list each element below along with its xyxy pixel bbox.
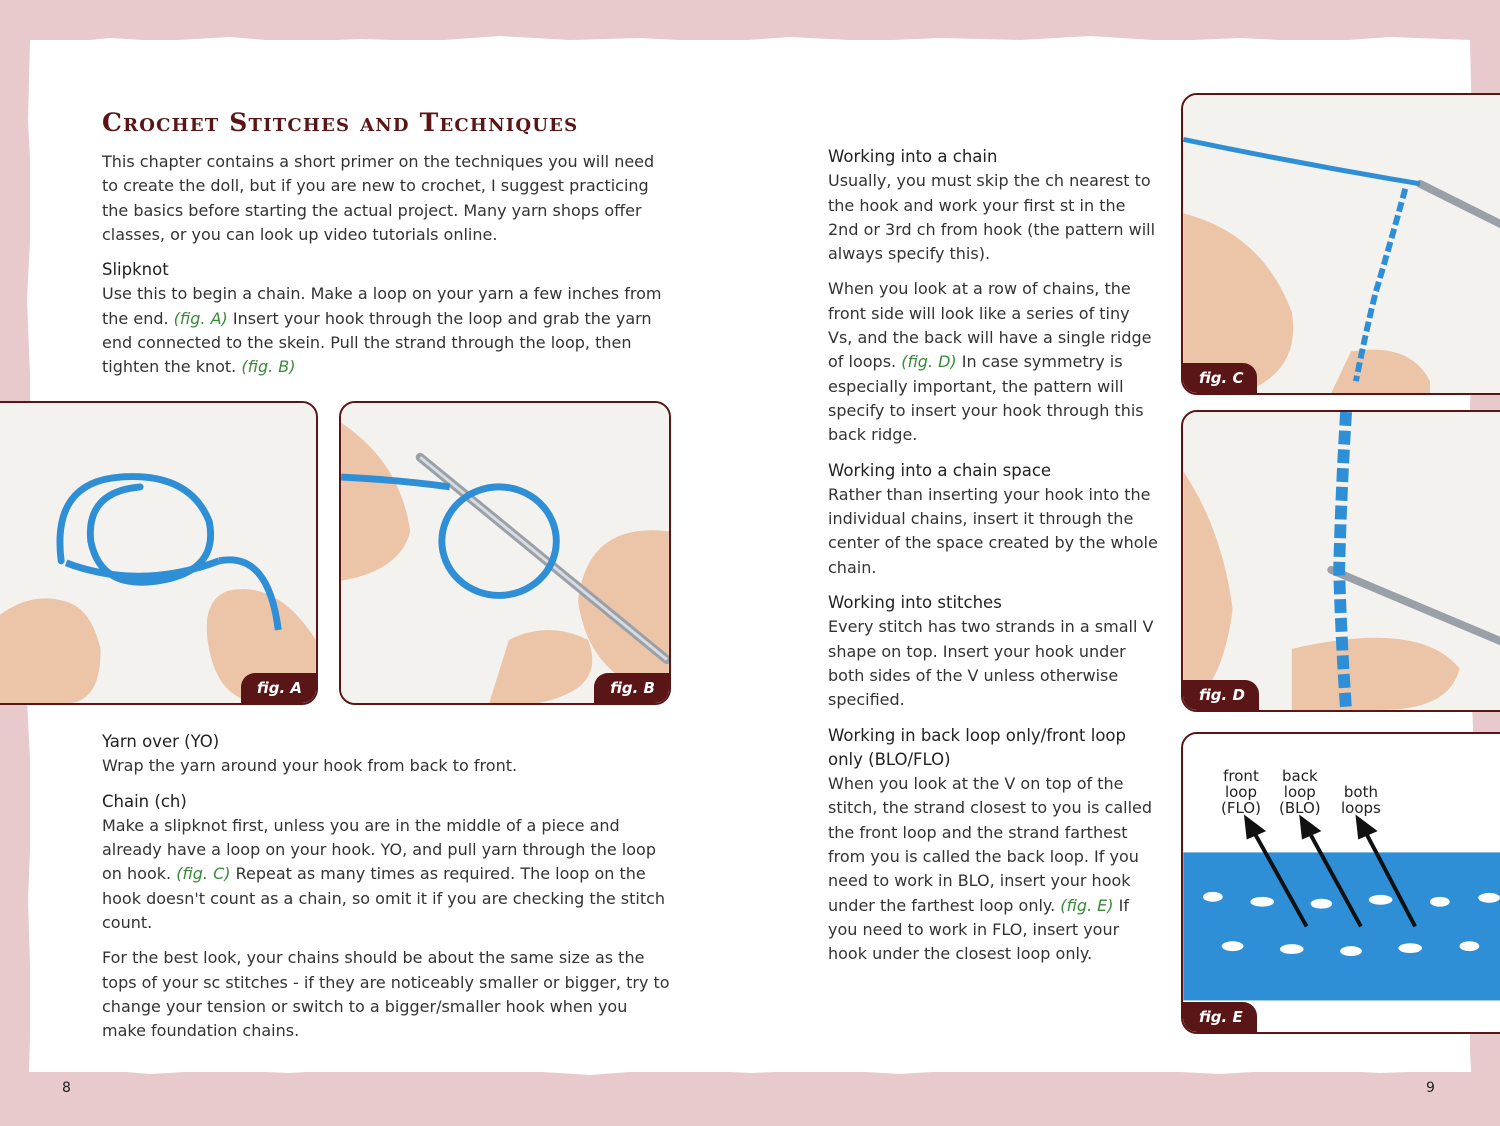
page-number-left: 8 (62, 1080, 71, 1096)
row-chains-text-1: When you look at a row of chains, the front side will look like a series of tiny Vs, and the back will have a single ridge of loops. (828, 279, 1152, 372)
slipknot-section (102, 258, 672, 379)
front-loop-label-line-2: loop (1224, 783, 1257, 801)
blo-flo-section (828, 724, 1158, 967)
best-look-paragraph: For the best look, your chains should be about the same size as the tops of your sc stitches - if they are noticeably smaller or bigger, try to change your tension or switch to a bigger/smaller hook when you make foundation chains. (102, 948, 670, 1041)
back-loop-label-line-2: loop (1283, 783, 1316, 801)
chain-text-2: Repeat as many times as required. The loop on the hook doesn't count as a chain, so omit it if you are checking the stitch count. (102, 864, 666, 933)
fig-a-reference: (fig. A) (173, 308, 228, 328)
back-loop-label-line-1: back (1281, 767, 1318, 785)
figure-c-label: fig. C (1183, 363, 1257, 393)
yarn-over-section (102, 730, 672, 779)
stitches-heading: Working into stitches (828, 593, 1002, 613)
figure-a-photo (0, 401, 318, 705)
blo-flo-text-1: When you look at the V on top of the stitch, the strand closest to you is called the front loop and the strand farthest from you is called the back loop. If you need to work in BLO, insert your hook under the farthest loop only. (828, 774, 1153, 915)
blo-flo-heading: Working in back loop only/front loop only (BLO/FLO) (828, 725, 1126, 769)
intro-paragraph: This chapter contains a short primer on the techniques you will need to create the doll, but if you are new to crochet, I suggest practicing the basics before starting the actual project. Many yarn shops offer classes, or you can look up video tutorials online. (102, 152, 655, 244)
chain-section (102, 790, 672, 936)
figure-b-label: fig. B (594, 673, 669, 703)
chain-space-section (828, 459, 1158, 580)
yarn-over-heading: Yarn over (YO) (102, 732, 220, 751)
figure-c-photo (1181, 93, 1500, 395)
fig-b-reference: (fig. B) (241, 357, 296, 377)
figure-d-photo (1181, 410, 1500, 712)
front-loop-label-line-1: front (1223, 767, 1259, 785)
slipknot-loop-illustration (0, 403, 316, 703)
chain-text-1: Make a slipknot first, unless you are in the middle of a piece and already have a loop on your hook. YO, and pull yarn through the loop on hook. (102, 815, 656, 884)
working-chain-heading: Working into a chain (828, 147, 998, 166)
slipknot-heading: Slipknot (102, 260, 169, 280)
figure-b-photo (339, 401, 671, 705)
chain-space-text: Rather than inserting your hook into the individual chains, insert it through the center of the space created by the whole chain. (828, 484, 1158, 577)
blo-flo-text-2: If you need to work in FLO, insert your hook under the closest loop only. (828, 895, 1129, 964)
figure-e-label: fig. E (1183, 1002, 1257, 1032)
both-loops-label-line-2: loops (1341, 799, 1381, 817)
yarn-over-text: Wrap the yarn around your hook from back to front. (102, 756, 518, 776)
back-loop-label-line-3: (BLO) (1279, 799, 1321, 817)
figure-e-photo (1181, 732, 1500, 1034)
figure-a-label: fig. A (241, 673, 316, 703)
working-chain-section (828, 145, 1158, 266)
row-chains-paragraph (828, 277, 1158, 447)
working-chain-text: Usually, you must skip the ch nearest to the hook and work your first st in the 2nd or 3rd ch from hook (the pattern will always specify this). (828, 171, 1156, 264)
row-chains-text-2: In case symmetry is especially important, the pattern will specify to insert your hook through this back ridge. (828, 352, 1144, 445)
front-loop-label-line-3: (FLO) (1221, 799, 1261, 817)
front-loop-label (1221, 768, 1261, 816)
page-number-right: 9 (1426, 1080, 1435, 1096)
chain-on-hook-illustration (1183, 95, 1500, 393)
left-column-top (102, 150, 672, 391)
fig-e-reference: (fig. E) (1060, 895, 1114, 915)
slipknot-text-1: Use this to begin a chain. Make a loop on your yarn a few inches from the end. (102, 284, 662, 328)
chain-space-heading: Working into a chain space (828, 460, 1052, 480)
page-title: Crochet Stitches and Techniques (102, 108, 579, 137)
left-column-bottom (102, 730, 672, 1055)
stitches-section (828, 591, 1158, 712)
hook-through-loop-illustration (341, 403, 669, 703)
slipknot-text-2: Insert your hook through the loop and grab the yarn end connected to the skein. Pull the strand through the loop, then tighten the knot. (102, 308, 652, 377)
both-loops-label-line-1: both (1343, 783, 1378, 801)
fig-c-reference: (fig. C) (176, 864, 231, 884)
fig-d-reference: (fig. D) (901, 352, 957, 372)
both-loops-label (1341, 784, 1381, 816)
back-ridge-chain-illustration (1183, 412, 1500, 710)
stitches-text: Every stitch has two strands in a small V shape on top. Insert your hook under both sides of the V unless otherwise specified. (828, 617, 1154, 710)
back-loop-label (1279, 768, 1321, 816)
chain-heading: Chain (ch) (102, 791, 187, 811)
figure-d-label: fig. D (1183, 680, 1259, 710)
right-column (828, 145, 1158, 978)
